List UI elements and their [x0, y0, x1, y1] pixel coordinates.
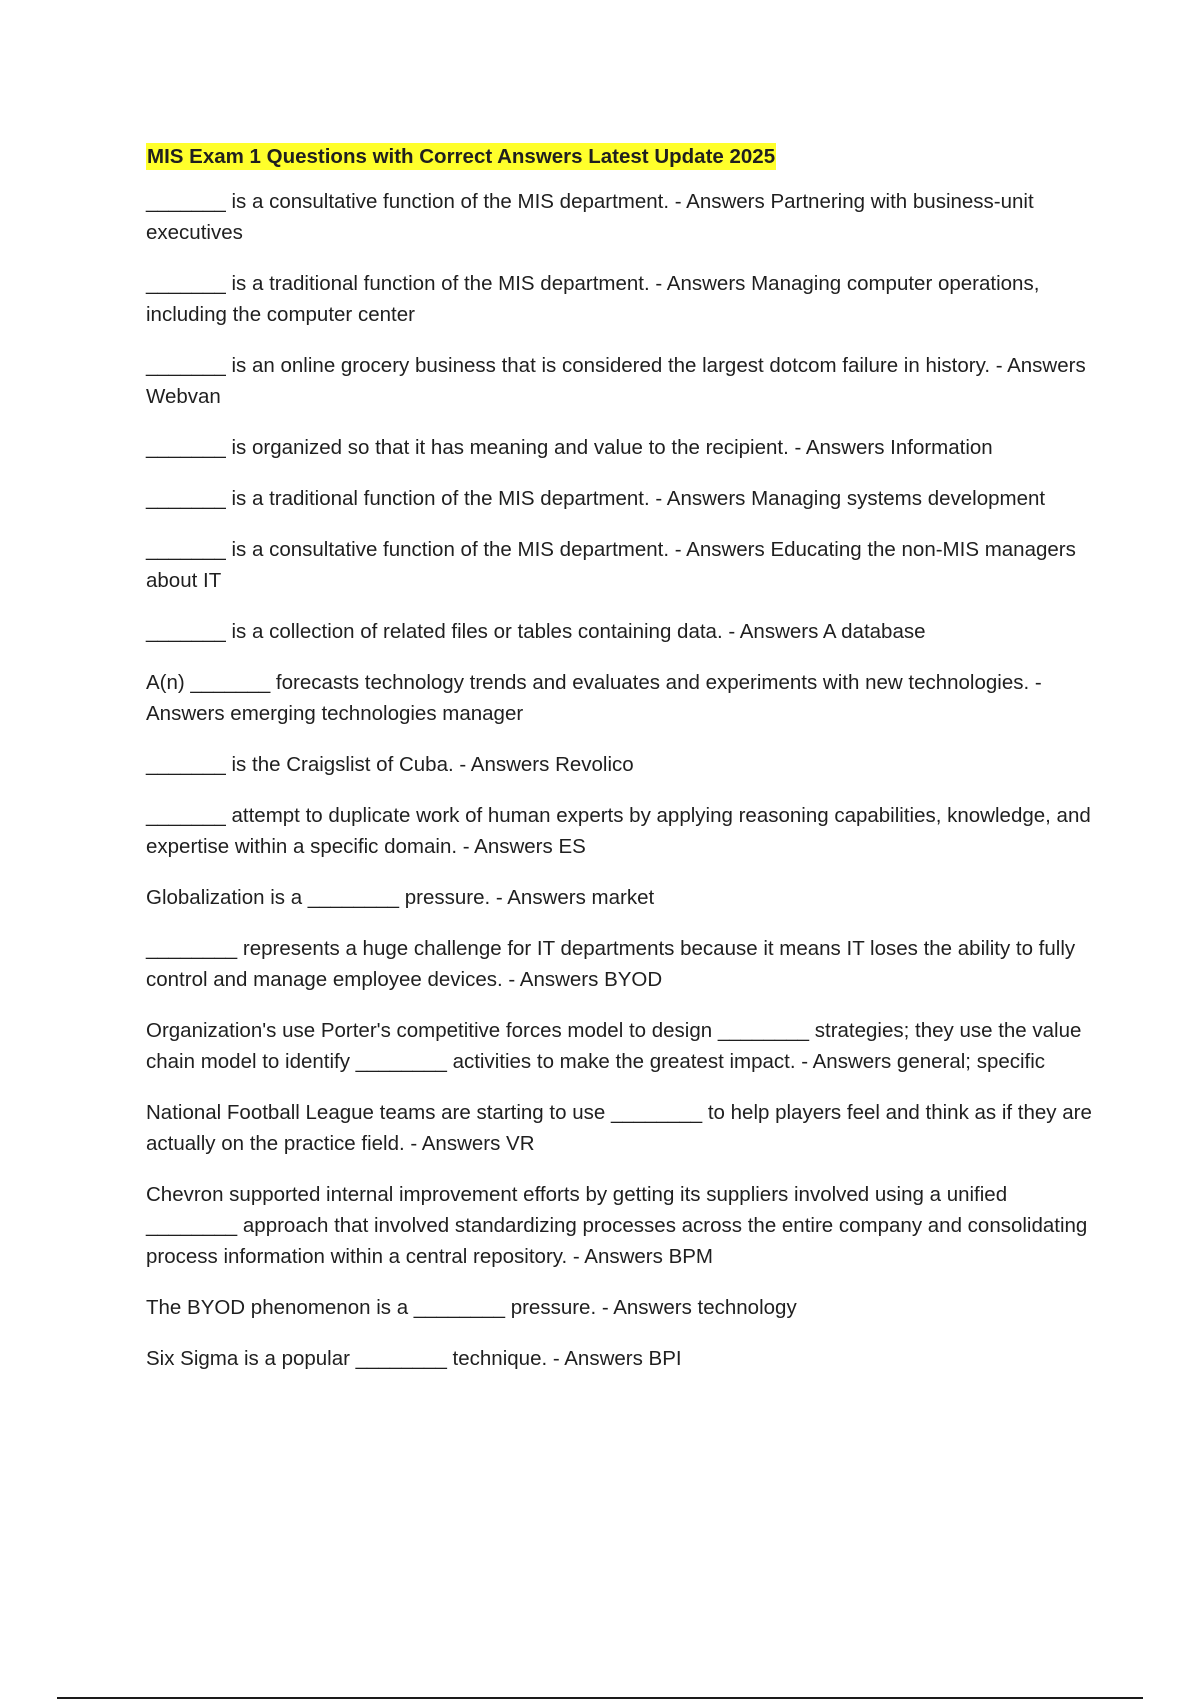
qa-item-2: _______ is a traditional function of the MIS department. - Answers Managing computer operations, including the computer center: [146, 272, 1046, 326]
qa-item-1: _______ is a consultative function of the MIS department. - Answers Partnering with business-unit executives: [146, 190, 1040, 244]
qa-item-11: Globalization is a ________ pressure. - Answers market: [146, 886, 655, 909]
qa-item-15: Chevron supported internal improvement efforts by getting its suppliers involved using a unified ________ approach that involved standardizing processes across the entire company and consolidating process information within a central repository. - Answers BPM: [146, 1183, 1094, 1268]
qa-item-14: National Football League teams are starting to use ________ to help players feel and think as if they are actually on the practice field. - Answers VR: [146, 1101, 1098, 1155]
qa-item-8: A(n) _______ forecasts technology trends and evaluates and experiments with new technologies. - Answers emerging technologies manager: [146, 671, 1047, 725]
qa-item-17: Six Sigma is a popular ________ technique. - Answers BPI: [146, 1347, 682, 1370]
document-title: MIS Exam 1 Questions with Correct Answers Latest Update 2025: [147, 145, 776, 168]
page-bottom-rule: [57, 1697, 1143, 1699]
qa-item-10: _______ attempt to duplicate work of human experts by applying reasoning capabilities, knowledge, and expertise within a specific domain. - Answers ES: [146, 804, 1097, 858]
qa-item-4: _______ is organized so that it has meaning and value to the recipient. - Answers Information: [146, 436, 993, 459]
qa-item-3: _______ is an online grocery business that is considered the largest dotcom failure in history. - Answers Webvan: [146, 354, 1092, 408]
qa-item-16: The BYOD phenomenon is a ________ pressure. - Answers technology: [146, 1296, 797, 1319]
qa-item-7: _______ is a collection of related files or tables containing data. - Answers A database: [146, 620, 926, 643]
qa-item-9: _______ is the Craigslist of Cuba. - Answers Revolico: [146, 753, 634, 776]
qa-item-5: _______ is a traditional function of the MIS department. - Answers Managing systems development: [146, 487, 1046, 510]
qa-item-13: Organization's use Porter's competitive forces model to design ________ strategies; they use the value chain model to identify ________ activities to make the greatest impact. - Answers general; specific: [146, 1019, 1088, 1073]
document-page: [146, 143, 1096, 1394]
qa-item-6: _______ is a consultative function of the MIS department. - Answers Educating the non-MIS managers about IT: [146, 538, 1082, 592]
qa-item-12: ________ represents a huge challenge for IT departments because it means IT loses the ability to fully control and manage employee devices. - Answers BYOD: [146, 937, 1081, 991]
